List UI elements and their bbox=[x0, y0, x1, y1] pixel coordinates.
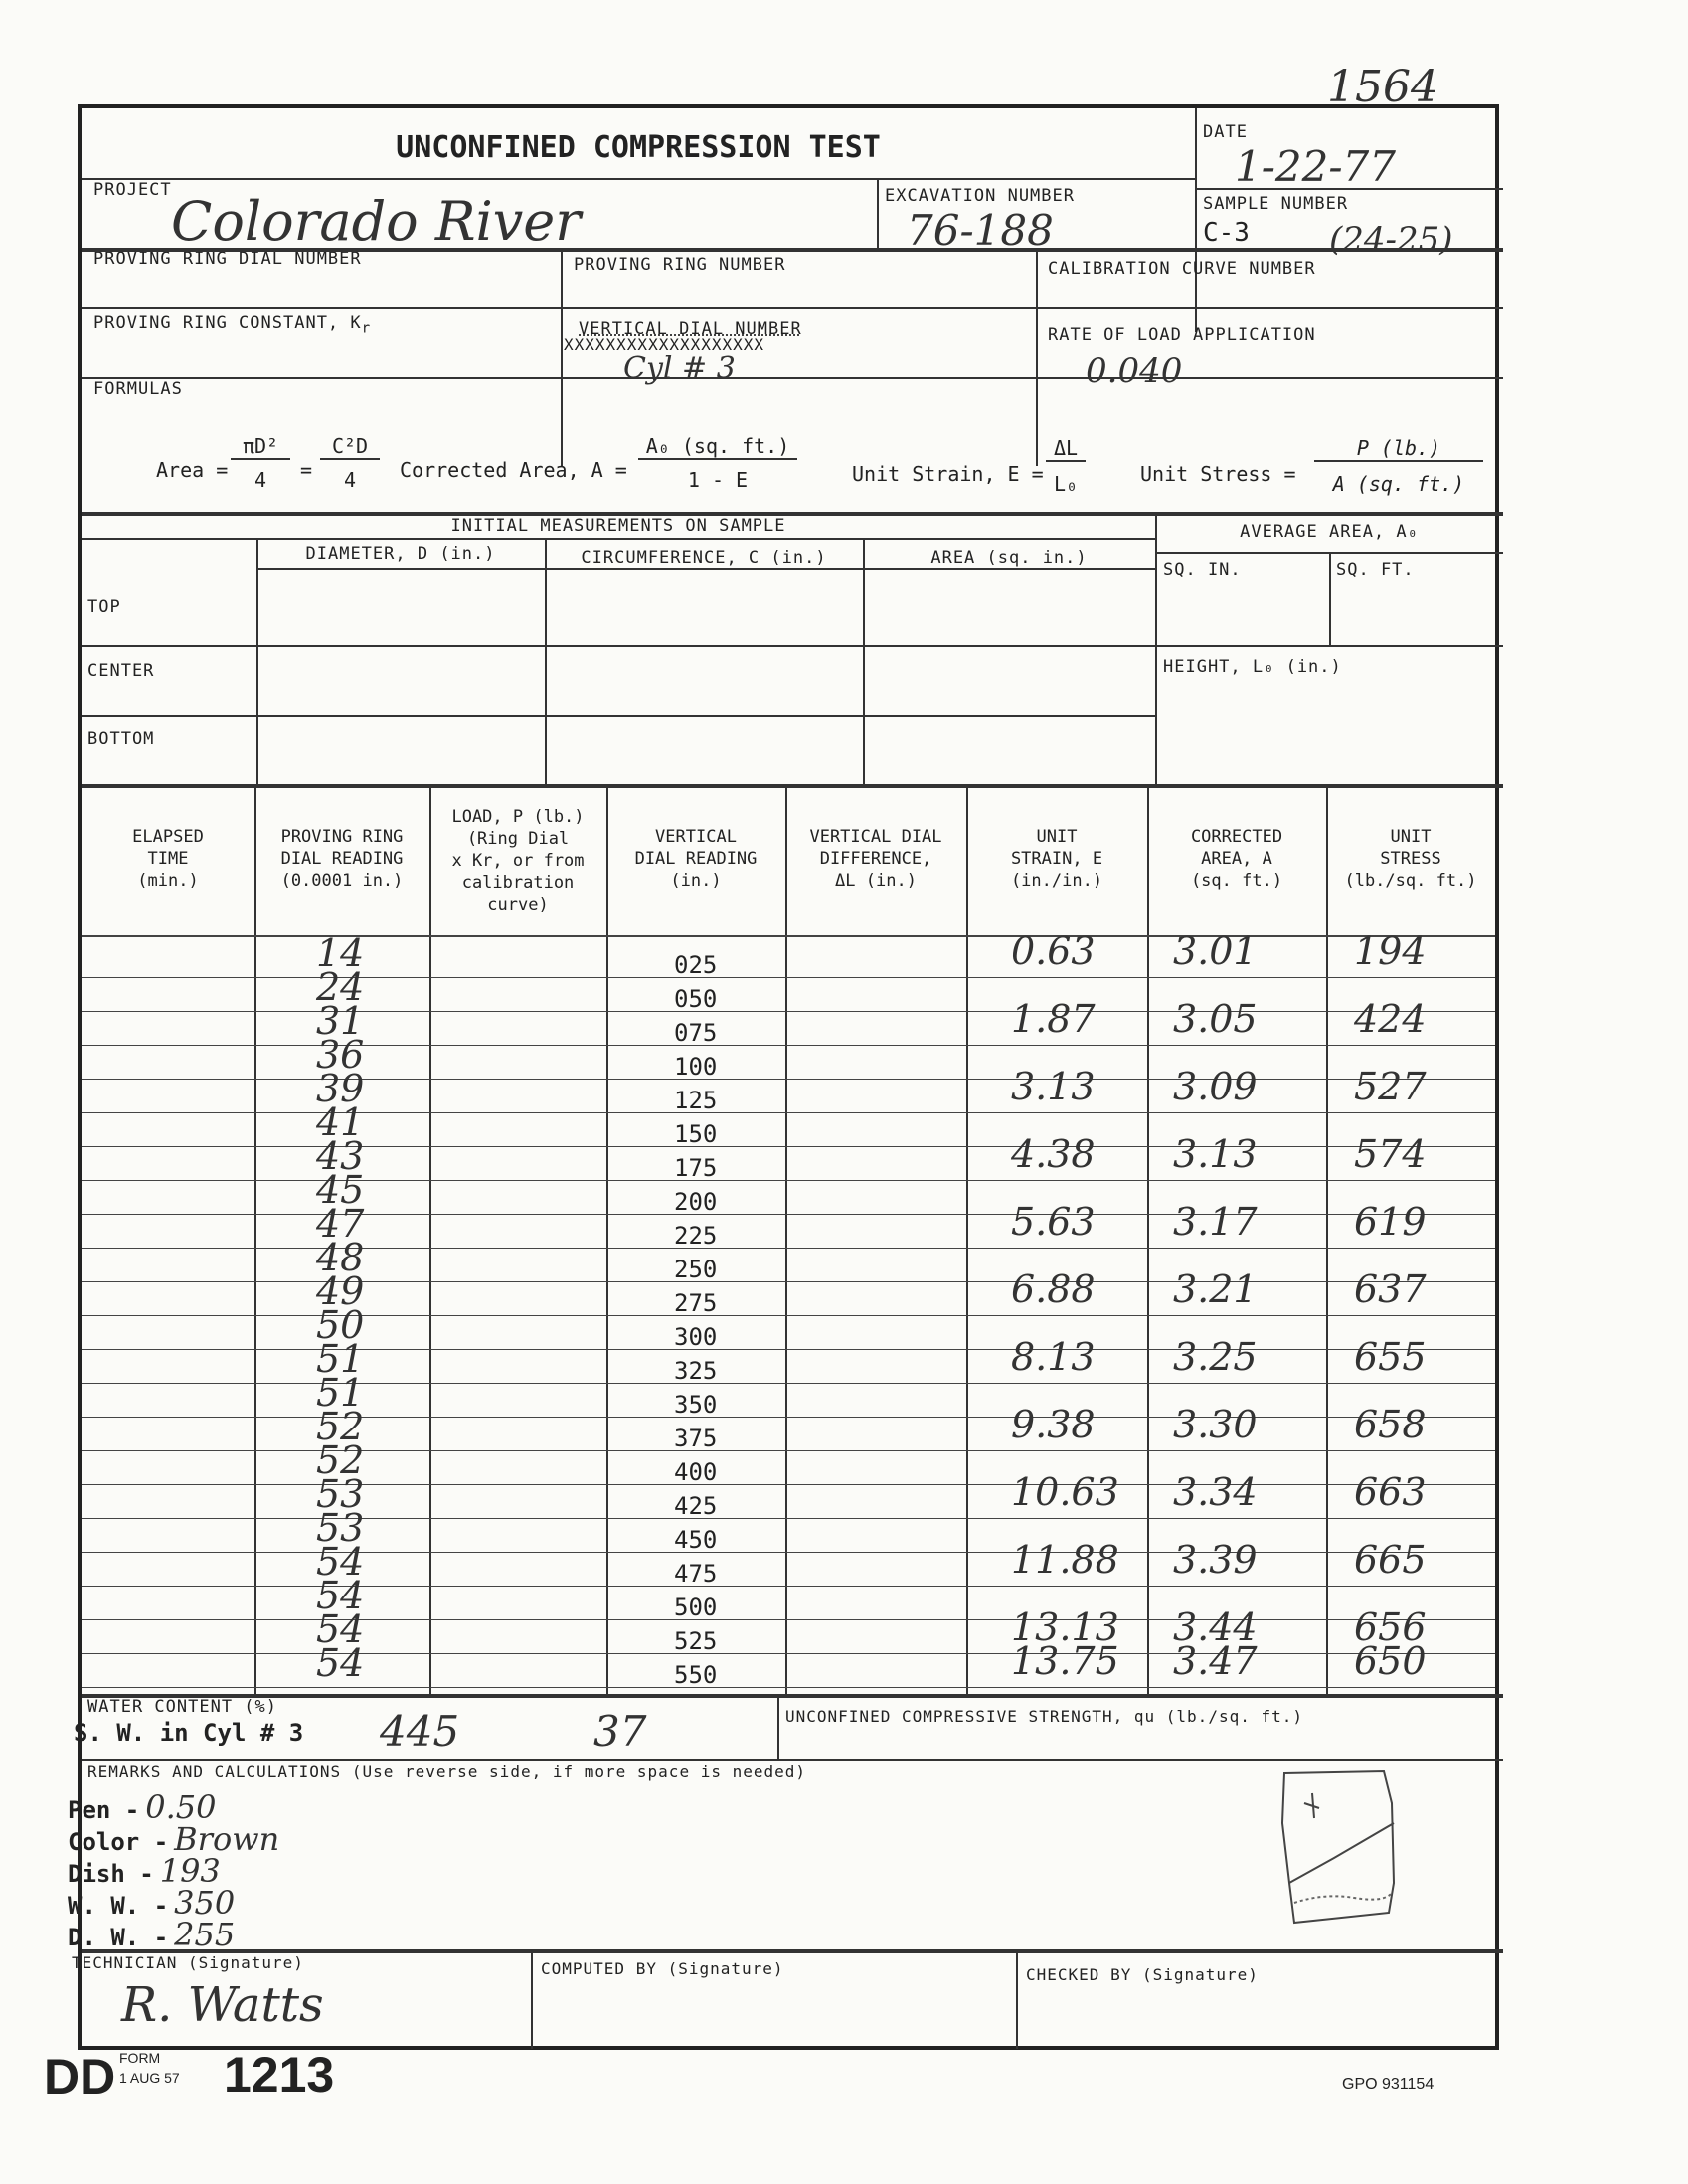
cell-stress: 619 bbox=[1354, 1200, 1427, 1244]
sample-depth: (24-25) bbox=[1329, 220, 1453, 259]
cell-vert: 175 bbox=[674, 1154, 718, 1182]
cell-ring: 39 bbox=[316, 1067, 365, 1110]
calibration-curve-label: CALIBRATION CURVE NUMBER bbox=[1048, 259, 1316, 279]
excavation-value: 76-188 bbox=[907, 206, 1054, 254]
col-header-stress: UNIT STRESS (lb./sq. ft.) bbox=[1344, 827, 1477, 891]
col-diameter: DIAMETER, D (in.) bbox=[305, 544, 496, 564]
cell-vert: 450 bbox=[674, 1526, 718, 1554]
cell-ring: 48 bbox=[316, 1236, 365, 1279]
date-label: DATE bbox=[1203, 122, 1248, 142]
cell-ring: 53 bbox=[316, 1472, 365, 1516]
cell-area: 3.39 bbox=[1173, 1538, 1258, 1582]
cell-vert: 375 bbox=[674, 1425, 718, 1452]
cell-vert: 200 bbox=[674, 1188, 718, 1216]
cell-vert: 525 bbox=[674, 1627, 718, 1655]
cell-area: 3.25 bbox=[1173, 1335, 1258, 1379]
cell-vert: 475 bbox=[674, 1560, 718, 1588]
cell-vert: 400 bbox=[674, 1458, 718, 1486]
technician-label: TECHNICIAN (Signature) bbox=[72, 1953, 304, 1972]
cell-ring: 54 bbox=[316, 1641, 365, 1685]
cell-strain: 4.38 bbox=[1011, 1132, 1096, 1176]
cell-area: 3.05 bbox=[1173, 997, 1258, 1041]
cell-ring: 52 bbox=[316, 1438, 365, 1482]
computed-label: COMPUTED BY (Signature) bbox=[541, 1959, 784, 1978]
readings-table bbox=[82, 786, 1495, 1696]
cell-ring: 36 bbox=[316, 1033, 365, 1077]
col-header-vertical: VERTICAL DIAL READING (in.) bbox=[634, 827, 758, 891]
formulas-label: FORMULAS bbox=[93, 379, 183, 399]
proving-ring-number-label: PROVING RING NUMBER bbox=[574, 255, 786, 275]
water-content-v2: 37 bbox=[593, 1707, 647, 1756]
sample-sketch bbox=[1265, 1764, 1414, 1942]
cell-vert: 250 bbox=[674, 1256, 718, 1283]
sample-label: SAMPLE NUMBER bbox=[1203, 194, 1349, 214]
cell-stress: 574 bbox=[1354, 1132, 1427, 1176]
project-value: Colorado River bbox=[171, 190, 582, 252]
cell-vert: 225 bbox=[674, 1222, 718, 1250]
cell-vert: 275 bbox=[674, 1289, 718, 1317]
sq-ft-label: SQ. FT. bbox=[1336, 560, 1415, 580]
cell-area: 3.13 bbox=[1173, 1132, 1258, 1176]
cell-vert: 050 bbox=[674, 985, 718, 1013]
form-form-label: FORM bbox=[119, 2050, 161, 2066]
cell-strain: 9.38 bbox=[1011, 1403, 1096, 1446]
cell-ring: 14 bbox=[316, 931, 365, 975]
cell-ring: 31 bbox=[316, 999, 365, 1043]
project-label: PROJECT bbox=[93, 180, 172, 200]
remark-line: D. W. - 255 bbox=[68, 1916, 236, 1953]
col-header-vdiff: VERTICAL DIAL DIFFERENCE, ΔL (in.) bbox=[809, 827, 942, 891]
cell-vert: 100 bbox=[674, 1053, 718, 1081]
cell-ring: 43 bbox=[316, 1134, 365, 1178]
cell-vert: 075 bbox=[674, 1019, 718, 1047]
cell-strain: 13.13 bbox=[1011, 1605, 1119, 1649]
col-header-proving: PROVING RING DIAL READING (0.0001 in.) bbox=[280, 827, 404, 891]
cell-ring: 49 bbox=[316, 1269, 365, 1313]
cell-vert: 125 bbox=[674, 1087, 718, 1114]
excavation-label: EXCAVATION NUMBER bbox=[885, 186, 1075, 206]
cell-strain: 11.88 bbox=[1011, 1538, 1119, 1582]
row-top: TOP bbox=[87, 597, 121, 617]
remark-line: Pen - 0.50 bbox=[68, 1788, 217, 1826]
cell-strain: 8.13 bbox=[1011, 1335, 1096, 1379]
form-title: UNCONFINED COMPRESSION TEST bbox=[396, 130, 881, 165]
water-content-line: S. W. in Cyl # 3 bbox=[74, 1719, 304, 1747]
date-value: 1-22-77 bbox=[1235, 142, 1396, 191]
cell-strain: 13.75 bbox=[1011, 1639, 1119, 1683]
form-number: 1213 bbox=[224, 2047, 335, 2102]
page-number: 1564 bbox=[1327, 62, 1438, 112]
cell-strain: 6.88 bbox=[1011, 1267, 1096, 1311]
cell-ring: 47 bbox=[316, 1202, 365, 1246]
formulas: Area = πD² 4 = C²D 4 Corrected Area, A = A₀ (sq. ft.) 1 - E Unit Strain, E = ΔL L₀ Unit Stress = P (lb.) A (sq. ft.) bbox=[82, 397, 1503, 615]
cell-vert: 350 bbox=[674, 1391, 718, 1419]
avg-area-label: AVERAGE AREA, A₀ bbox=[1240, 522, 1419, 542]
cell-ring: 51 bbox=[316, 1337, 365, 1381]
cell-ring: 24 bbox=[316, 965, 365, 1009]
cell-area: 3.34 bbox=[1173, 1470, 1258, 1514]
form-frame bbox=[68, 104, 1499, 2050]
cell-strain: 5.63 bbox=[1011, 1200, 1096, 1244]
checked-label: CHECKED BY (Signature) bbox=[1026, 1965, 1259, 1984]
row-center: CENTER bbox=[87, 661, 155, 681]
remark-line: W. W. - 350 bbox=[68, 1884, 236, 1922]
cell-strain: 1.87 bbox=[1011, 997, 1096, 1041]
remark-line: Dish - 193 bbox=[68, 1852, 221, 1890]
height-label: HEIGHT, L₀ (in.) bbox=[1163, 657, 1342, 677]
cell-vert: 150 bbox=[674, 1120, 718, 1148]
sample-value: C-3 bbox=[1203, 218, 1250, 248]
cell-ring: 54 bbox=[316, 1574, 365, 1617]
cell-stress: 527 bbox=[1354, 1065, 1427, 1108]
cell-vert: 300 bbox=[674, 1323, 718, 1351]
form-dd: DD bbox=[44, 2049, 116, 2104]
cell-ring: 50 bbox=[316, 1303, 365, 1347]
cell-ring: 53 bbox=[316, 1506, 365, 1550]
vertical-dial-label: VERTICAL DIAL NUMBER bbox=[579, 319, 802, 339]
cell-area: 3.47 bbox=[1173, 1639, 1258, 1683]
technician-signature: R. Watts bbox=[121, 1977, 324, 2033]
vertical-dial-value: Cyl # 3 bbox=[623, 351, 736, 386]
col-header-load: LOAD, P (lb.) (Ring Dial x Kr, or from calibration curve) bbox=[451, 807, 585, 915]
col-area: AREA (sq. in.) bbox=[930, 548, 1088, 568]
cell-vert: 550 bbox=[674, 1661, 718, 1689]
cell-stress: 194 bbox=[1354, 929, 1427, 973]
ucs-label: UNCONFINED COMPRESSIVE STRENGTH, qu (lb./sq. ft.) bbox=[785, 1707, 1304, 1726]
water-content-v1: 445 bbox=[380, 1707, 460, 1756]
cell-vert: 425 bbox=[674, 1492, 718, 1520]
vertical-dial-strike: XXXXXXXXXXXXXXXXXXX bbox=[564, 335, 765, 354]
cell-ring: 45 bbox=[316, 1168, 365, 1212]
cell-strain: 0.63 bbox=[1011, 929, 1096, 973]
cell-stress: 637 bbox=[1354, 1267, 1427, 1311]
cell-vert: 500 bbox=[674, 1594, 718, 1621]
cell-stress: 658 bbox=[1354, 1403, 1427, 1446]
cell-ring: 54 bbox=[316, 1607, 365, 1651]
sq-in-label: SQ. IN. bbox=[1163, 560, 1242, 580]
cell-area: 3.30 bbox=[1173, 1403, 1258, 1446]
cell-strain: 3.13 bbox=[1011, 1065, 1096, 1108]
cell-strain: 10.63 bbox=[1011, 1470, 1119, 1514]
cell-vert: 025 bbox=[674, 951, 718, 979]
cell-area: 3.17 bbox=[1173, 1200, 1258, 1244]
cell-ring: 41 bbox=[316, 1100, 365, 1144]
table-row bbox=[82, 929, 1495, 979]
cell-area: 3.01 bbox=[1173, 929, 1258, 973]
cell-ring: 54 bbox=[316, 1540, 365, 1584]
water-content-label: WATER CONTENT (%) bbox=[87, 1697, 277, 1717]
remarks-label: REMARKS AND CALCULATIONS (Use reverse side, if more space is needed) bbox=[87, 1763, 807, 1781]
rate-label: RATE OF LOAD APPLICATION bbox=[1048, 325, 1316, 345]
cell-stress: 655 bbox=[1354, 1335, 1427, 1379]
rate-value: 0.040 bbox=[1086, 351, 1183, 391]
col-header-strain: UNIT STRAIN, E (in./in.) bbox=[1010, 827, 1103, 891]
cell-vert: 325 bbox=[674, 1357, 718, 1385]
gpo-number: GPO 931154 bbox=[1342, 2076, 1435, 2093]
remark-line: Color - Brown bbox=[68, 1820, 280, 1858]
cell-stress: 656 bbox=[1354, 1605, 1427, 1649]
cell-stress: 650 bbox=[1354, 1639, 1427, 1683]
cell-area: 3.21 bbox=[1173, 1267, 1258, 1311]
cell-stress: 424 bbox=[1354, 997, 1427, 1041]
cell-area: 3.44 bbox=[1173, 1605, 1258, 1649]
cell-stress: 663 bbox=[1354, 1470, 1427, 1514]
form-date: 1 AUG 57 bbox=[119, 2070, 180, 2086]
proving-dial-label: PROVING RING DIAL NUMBER bbox=[93, 250, 362, 269]
cell-area: 3.09 bbox=[1173, 1065, 1258, 1108]
col-header-corrected: CORRECTED AREA, A (sq. ft.) bbox=[1190, 827, 1283, 891]
proving-constant-label: PROVING RING CONSTANT, $K_r$ bbox=[93, 313, 372, 337]
col-header-elapsed: ELAPSED TIME (min.) bbox=[132, 827, 204, 891]
cell-ring: 52 bbox=[316, 1405, 365, 1448]
initial-title: INITIAL MEASUREMENTS ON SAMPLE bbox=[450, 516, 786, 536]
cell-ring: 51 bbox=[316, 1371, 365, 1415]
row-bottom: BOTTOM bbox=[87, 729, 155, 749]
col-circ: CIRCUMFERENCE, C (in.) bbox=[581, 548, 827, 568]
cell-stress: 665 bbox=[1354, 1538, 1427, 1582]
